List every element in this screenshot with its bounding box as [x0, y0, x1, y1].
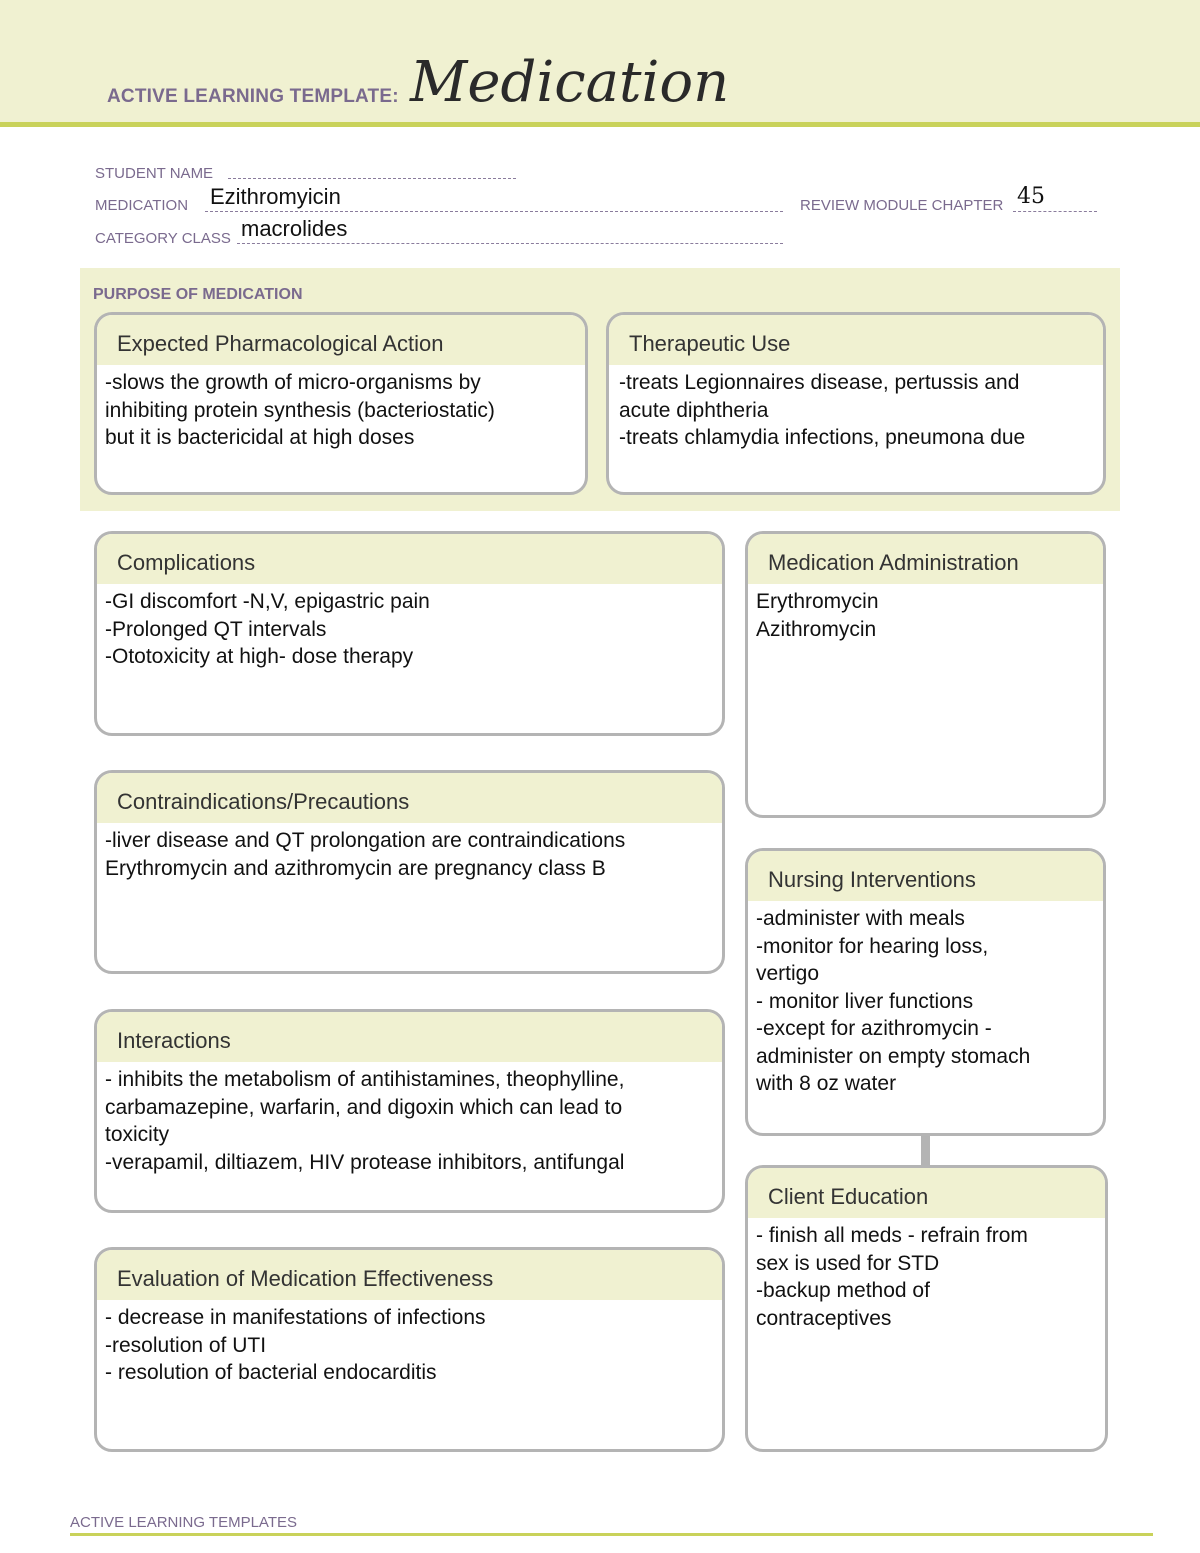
evaluation-body: - decrease in manifestations of infections -resolution of UTI - resolution of bacterial endocarditis [105, 1306, 486, 1384]
student-name-field[interactable] [228, 178, 516, 179]
header-divider [0, 122, 1200, 127]
category-class-label: CATEGORY CLASS [95, 230, 231, 247]
expected-action-box [94, 312, 588, 495]
nursing-interventions-title: Nursing Interventions [748, 851, 1103, 901]
review-module-field[interactable] [1013, 211, 1097, 212]
review-module-value: 45 [1017, 184, 1045, 209]
interactions-title: Interactions [97, 1012, 722, 1062]
student-name-label: STUDENT NAME [95, 165, 214, 182]
connector-line [921, 1134, 930, 1168]
footer-divider [70, 1533, 1153, 1536]
category-class-field[interactable] [237, 243, 783, 244]
nursing-interventions-body: -administer with meals -monitor for hearing loss, vertigo - monitor liver functions -except for azithromycin - administer on empty stomach with 8 oz water [756, 907, 1031, 1095]
contraindications-box [94, 770, 725, 974]
expected-action-title: Expected Pharmacological Action [97, 315, 585, 365]
category-class-value: macrolides [241, 216, 348, 241]
administration-title: Medication Administration [748, 534, 1103, 584]
client-education-box [745, 1165, 1108, 1452]
medication-field[interactable] [205, 211, 783, 212]
therapeutic-use-title: Therapeutic Use [609, 315, 1103, 365]
therapeutic-use-box [606, 312, 1106, 495]
review-module-label: REVIEW MODULE CHAPTER [800, 197, 1004, 214]
interactions-box [94, 1009, 725, 1213]
page-title: Medication [410, 50, 730, 115]
client-education-title: Client Education [748, 1168, 1105, 1218]
purpose-title: PURPOSE OF MEDICATION [93, 286, 303, 303]
evaluation-box [94, 1247, 725, 1452]
administration-body: Erythromycin Azithromycin [756, 590, 879, 641]
complications-title: Complications [97, 534, 722, 584]
medication-label: MEDICATION [95, 197, 189, 214]
complications-box [94, 531, 725, 736]
contraindications-body: -liver disease and QT prolongation are contraindications Erythromycin and azithromycin are pregnancy class B [105, 829, 626, 880]
therapeutic-use-body: -treats Legionnaires disease, pertussis and acute diphtheria -treats chlamydia infections, pneumona due [619, 371, 1026, 449]
nursing-interventions-box [745, 848, 1106, 1136]
medication-value: Ezithromyicin [210, 184, 341, 209]
interactions-body: - inhibits the metabolism of antihistamines, theophylline, carbamazepine, warfarin, and digoxin which can lead to toxicity -verapamil, diltiazem, HIV protease inhibitors, antifungal [105, 1068, 625, 1174]
expected-action-body: -slows the growth of micro-organisms by inhibiting protein synthesis (bacteriostatic) but it is bactericidal at high doses [105, 371, 495, 449]
client-education-body: - finish all meds - refrain from sex is used for STD -backup method of contraceptives [756, 1224, 1028, 1330]
administration-box [745, 531, 1106, 818]
contraindications-title: Contraindications/Precautions [97, 773, 722, 823]
footer-text: ACTIVE LEARNING TEMPLATES [70, 1514, 297, 1531]
complications-body: -GI discomfort -N,V, epigastric pain -Prolonged QT intervals -Ototoxicity at high- dose therapy [105, 590, 430, 668]
evaluation-title: Evaluation of Medication Effectiveness [97, 1250, 722, 1300]
template-label: ACTIVE LEARNING TEMPLATE: [107, 86, 399, 107]
